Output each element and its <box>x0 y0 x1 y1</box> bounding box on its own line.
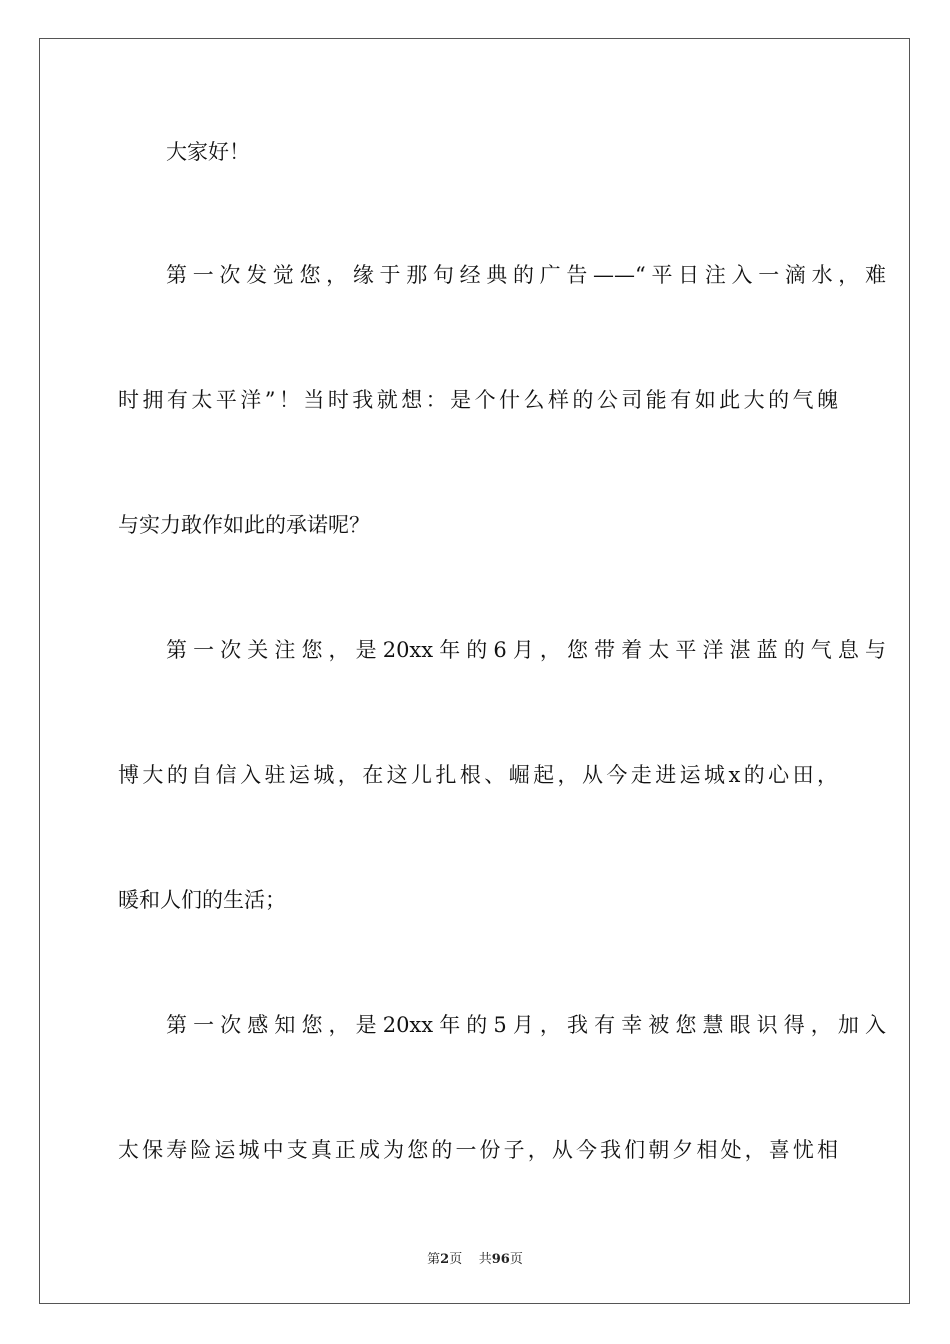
greeting-line: 大家好！ <box>166 140 250 164</box>
paragraph-1-line-1: 第一次发觉您，缘于那句经典的广告——“平日注入一滴水，难 <box>166 263 886 287</box>
paragraph-2-line-1: 第一次关注您，是20xx年的6月，您带着太平洋湛蓝的气息与 <box>166 638 886 662</box>
page-number: 2 <box>440 1252 450 1267</box>
page-border <box>39 38 910 1304</box>
paragraph-3-line-2: 太保寿险运城中支真正成为您的一份子，从今我们朝夕相处，喜忧相 <box>118 1138 838 1162</box>
total-suffix: 页 <box>509 1252 523 1267</box>
total-prefix: 共 <box>478 1252 492 1267</box>
total-pages: 96 <box>491 1252 510 1267</box>
paragraph-1-line-3: 与实力敢作如此的承诺呢？ <box>118 513 370 537</box>
paragraph-2-line-3: 暖和人们的生活； <box>118 888 286 912</box>
page-suffix: 页 <box>449 1252 463 1267</box>
page-prefix: 第 <box>427 1252 441 1267</box>
page-footer <box>0 1248 950 1267</box>
paragraph-3-line-1: 第一次感知您，是20xx年的5月，我有幸被您慧眼识得，加入 <box>166 1013 886 1037</box>
paragraph-2-line-2: 博大的自信入驻运城，在这儿扎根、崛起，从今走进运城x的心田， <box>118 763 838 787</box>
paragraph-1-line-2: 时拥有太平洋”！当时我就想：是个什么样的公司能有如此大的气魄 <box>118 388 838 412</box>
